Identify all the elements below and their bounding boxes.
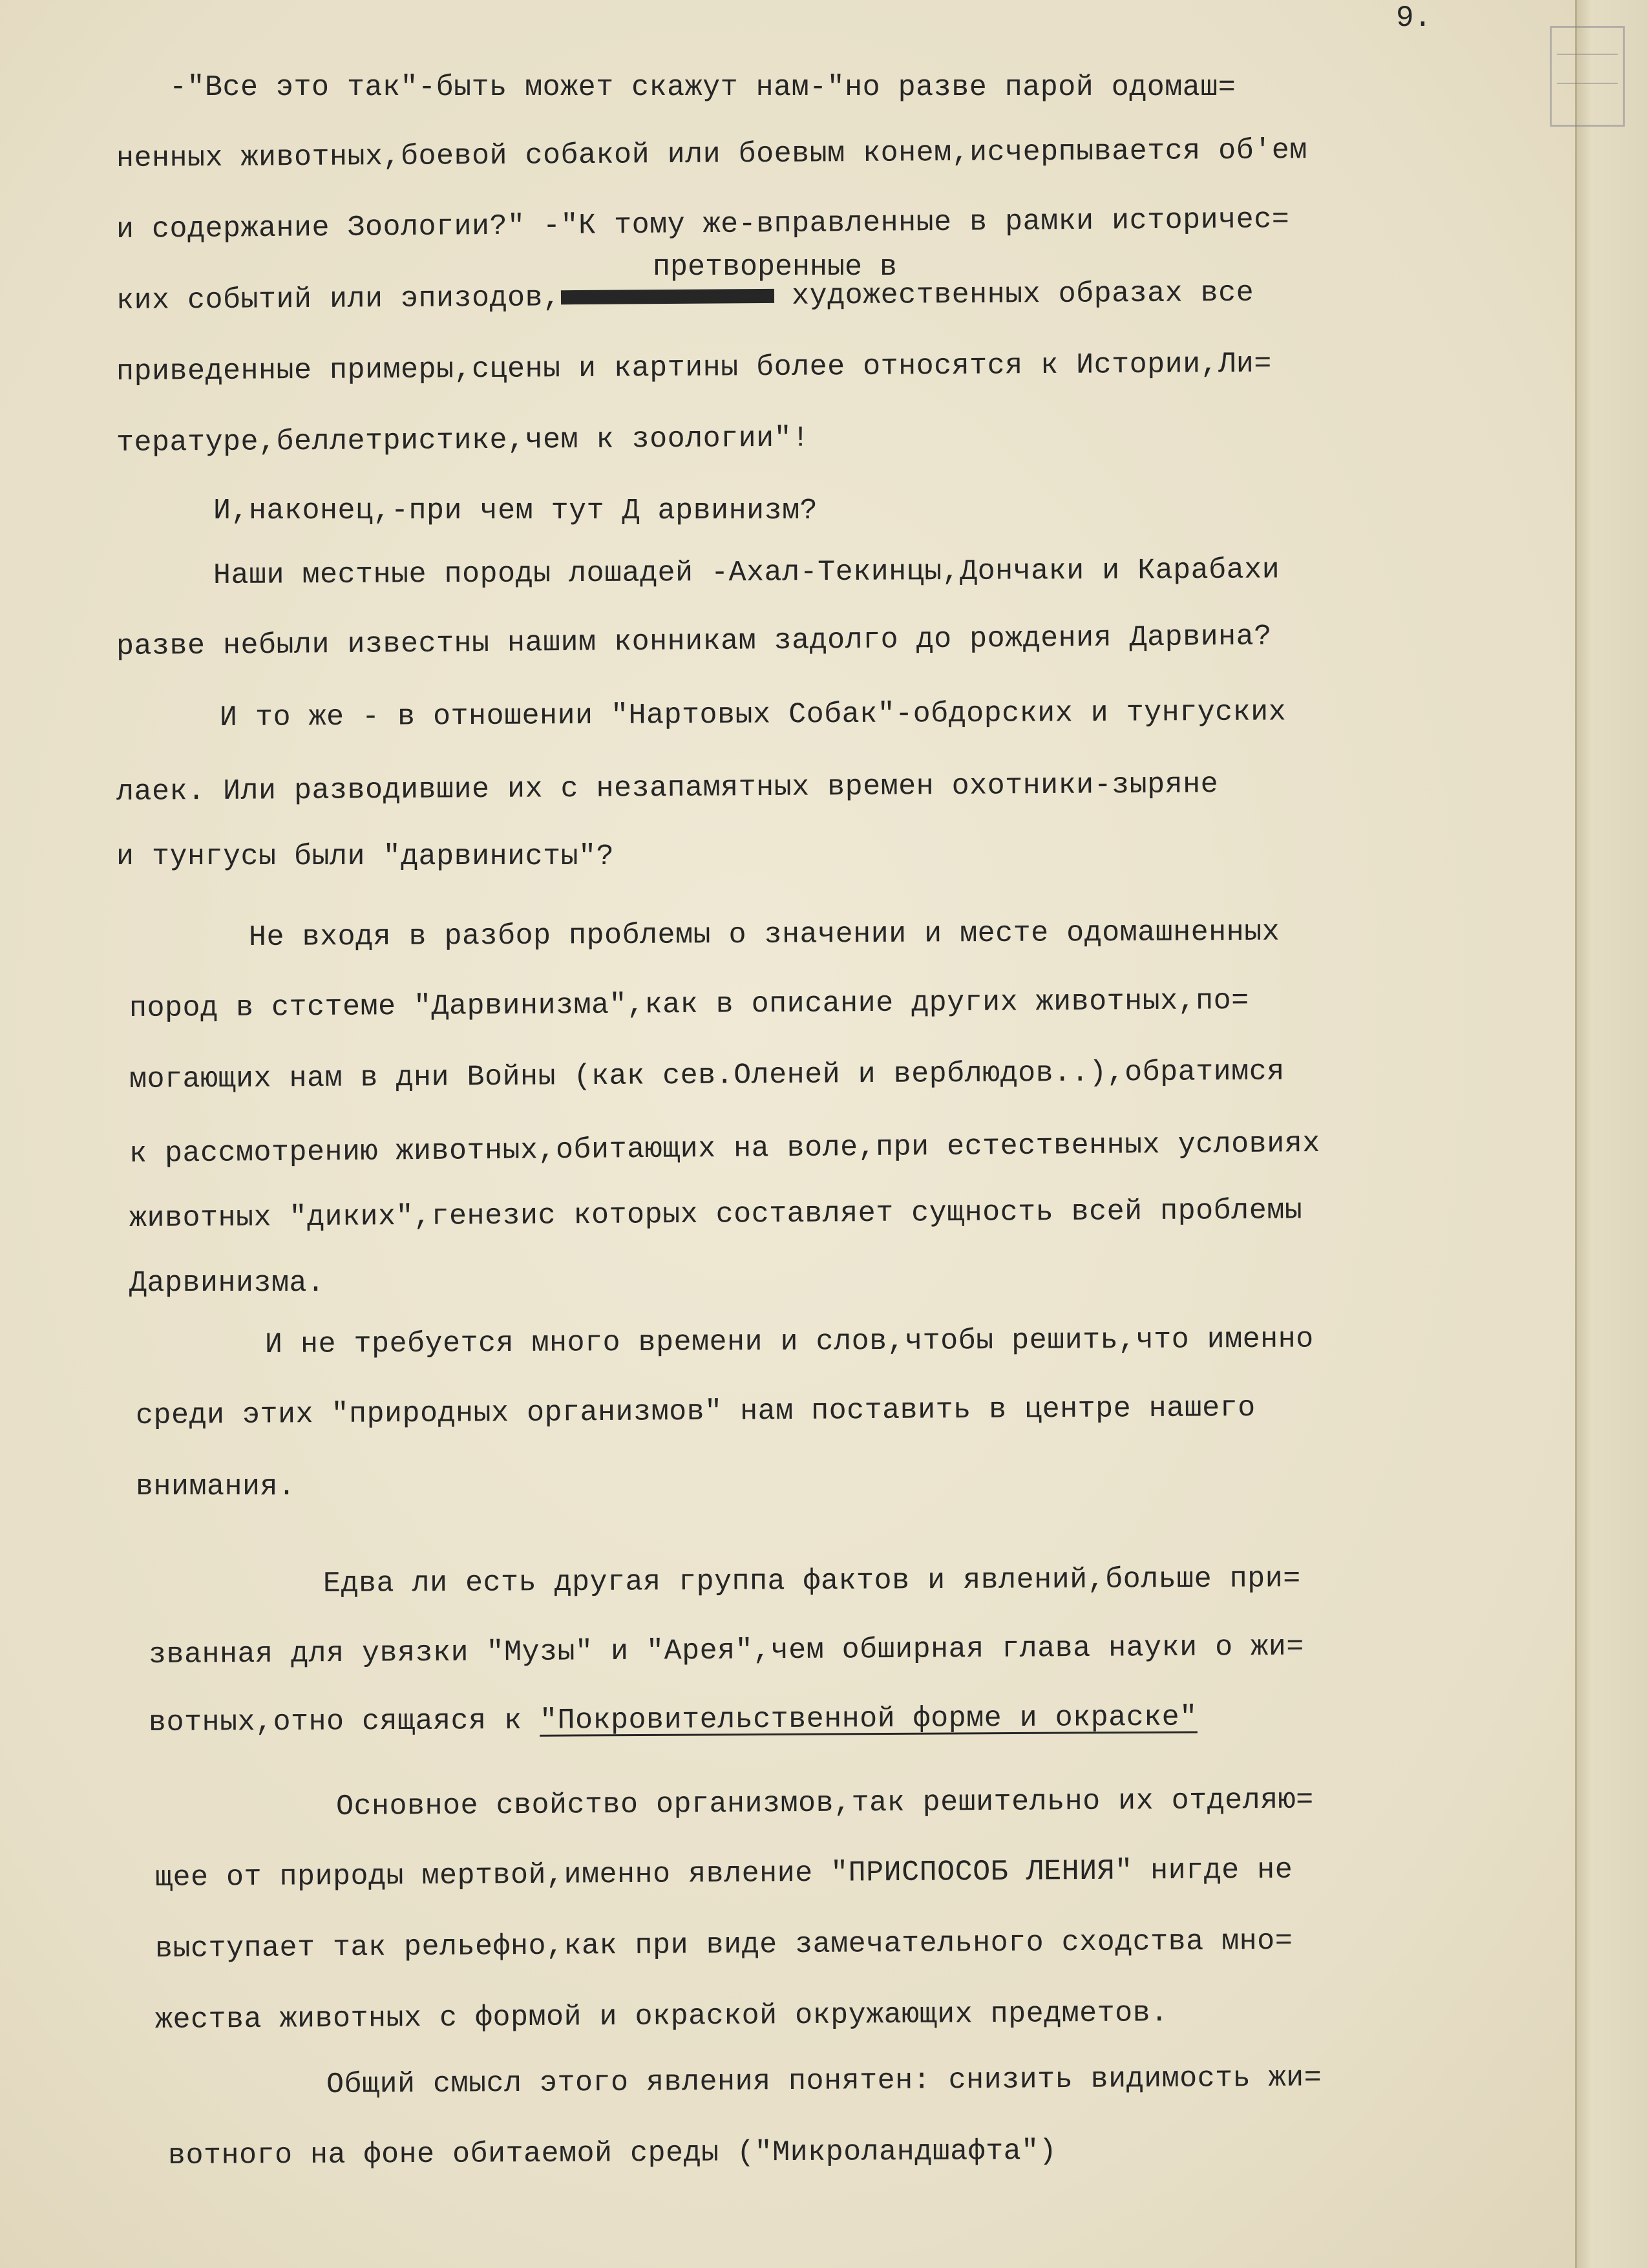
text-line-2: ненных животных,боевой собакой или боевым конем,исчерпывается об'ем [116,134,1307,175]
text-line-23: званная для увязки "Музы" и "Арея",чем обширная глава науки о жи= [148,1630,1304,1671]
text-line-24-start: вотных,отно сящаяся к [148,1704,540,1739]
text-line-5: приведенные примеры,сцены и картины более относятся к Истории,Ли= [116,347,1272,388]
struck-out-word [561,289,774,304]
text-line-10: И то же - в отношении "Нартовых Собак"-обдорских и тунгуских [219,695,1287,734]
text-line-3: и содержание Зоологии?" -"К тому же-вправленные в рамки историчес= [116,203,1290,246]
text-line-14: пород в стстеме "Дарвинизма",как в описание других животных,по= [129,984,1249,1025]
text-line-29: Общий смысл этого явления понятен: снизить видимость жи= [326,2061,1322,2101]
text-line-11: лаек. Или разводившие их с незапамятных времен охотники-зыряне [116,768,1219,809]
text-line-4 [116,277,1254,317]
text-line-12: и тунгусы были "дарвинисты"? [116,840,615,873]
underlined-phrase: "Покровительственной форме и окраске" [539,1701,1198,1737]
text-line-15: могающих нам в дни Войны (как сев.Оленей и верблюдов..),обратимся [129,1055,1285,1096]
text-line-17: животных "диких",генезис которых составляет сущность всей проблемы [129,1194,1303,1235]
text-line-28: жества животных с формой и окраской окружающих предметов. [154,1997,1168,2037]
text-line-4-end: художественных образах все [774,276,1254,313]
text-line-16: к рассмотрению животных,обитающих на воле,при естественных условиях [129,1127,1320,1171]
text-line-25: Основное свойство организмов,так решительно их отделяю= [335,1783,1314,1823]
page-number: 9. [1396,1,1432,35]
text-line-20: среди этих "природных организмов" нам поставить в центре нашего [135,1391,1256,1432]
text-line-19: И не требуется много времени и слов,чтобы решить,что именно [264,1322,1314,1361]
handwritten-correction: претворенные в [653,251,898,284]
text-line-9: разве небыли известны нашим конникам задолго до рождения Дарвина? [116,620,1272,663]
text-line-26: щее от природы мертвой,именно явление "ПРИСПОСОБ ЛЕНИЯ" нигде не [154,1853,1293,1894]
text-line-30: вотного на фоне обитаемой среды ("Микроландшафта") [167,2134,1057,2172]
text-line-6: тературе,беллетристике,чем к зоологии"! [116,421,810,460]
text-line-21: внимания. [136,1470,296,1503]
text-line-24 [149,1701,1198,1739]
text-line-22: Едва ли есть другая группа фактов и явлений,больше при= [322,1562,1301,1600]
page-edge [1575,0,1648,2268]
text-line-13: Не входя в разбор проблемы о значении и месте одомашненных [248,915,1280,954]
text-line-7: И,наконец,-при чем тут Д арвинизм? [213,494,818,527]
text-line-8: Наши местные породы лошадей -Ахал-Текинцы,Дончаки и Карабахи [213,553,1280,592]
text-line-27: выступает так рельефно,как при виде замечательного сходства мно= [154,1924,1293,1966]
text-line-1: -"Все это так"-быть может скажут нам-"но разве парой одомаш= [169,71,1236,104]
text-line-18: Дарвинизма. [129,1267,325,1300]
text-line-4-start: ких событий или эпизодов, [116,281,561,317]
archive-stamp [1550,26,1625,127]
